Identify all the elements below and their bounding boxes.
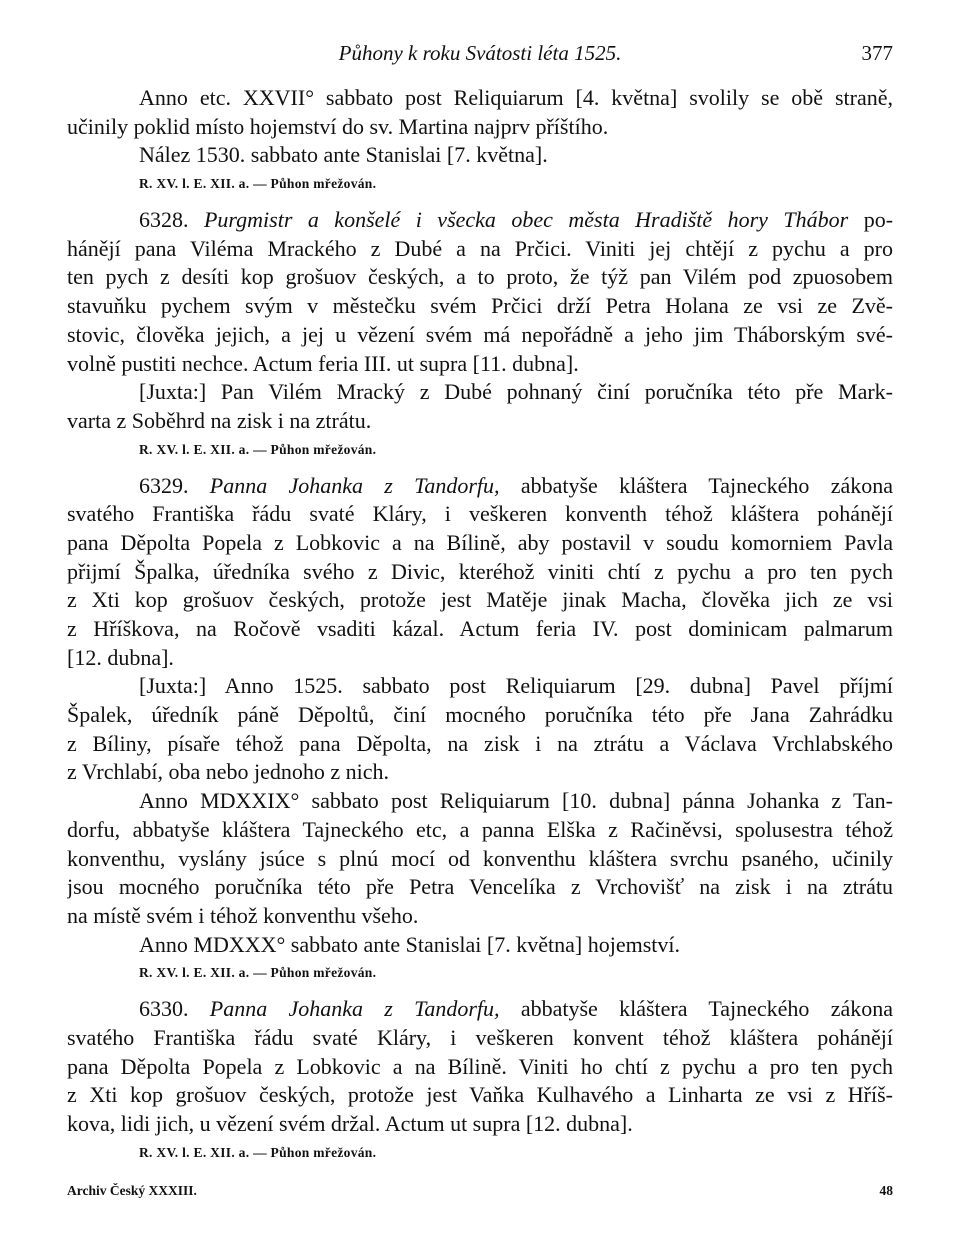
text-line: dorfu, abbatyše kláštera Tajneckého etc, a panna Elška z Račiněvsi, spolusestra téhož xyxy=(67,816,893,842)
text-line: varta z Soběhrd na zisk i na ztrátu. xyxy=(67,407,372,433)
text-fragment: abbatyše kláštera Tajneckého zákona xyxy=(520,472,893,498)
footer-series-title: Archiv Český XXXIII. xyxy=(67,1183,197,1198)
entry-title: Purgmistr a konšelé i všecka obec města Hradiště hory Thábor xyxy=(203,207,849,233)
source-reference: R. XV. l. E. XII. a. — Půhon mřežován. xyxy=(139,965,377,981)
entry-title: Panna Johanka z Tandorfu, xyxy=(209,996,500,1022)
text-line: z Xti kop grošuov českých, protože jest Vaňka Kulhavého a Linharta ze vsi z Hříš- xyxy=(67,1082,893,1108)
text-line: [Juxta:] Anno 1525. sabbato post Reliquiarum [29. dubna] Pavel příjmí xyxy=(139,673,893,699)
text-line: hánějí pana Viléma Mrackého z Dubé a na Prčici. Viniti jej chtějí z pychu a pro xyxy=(67,235,893,261)
entry-heading-line xyxy=(67,206,893,235)
text-line: jsou mocného poručníka této pře Petra Vencelíka z Vrchovišť na zisk i na ztrátu xyxy=(67,874,893,900)
source-reference: R. XV. l. E. XII. a. — Půhon mřežován. xyxy=(139,441,377,457)
text-line: Nález 1530. sabbato ante Stanislai [7. května]. xyxy=(139,142,548,168)
entry-title: Panna Johanka z Tandorfu, xyxy=(209,472,500,498)
entry-number: 6328. xyxy=(139,207,189,233)
text-line: z Hříškova, na Ročově vsaditi kázal. Actum feria IV. post dominicam palmarum xyxy=(67,616,893,641)
entry-heading-line xyxy=(67,472,893,501)
footer-signature-mark: 48 xyxy=(879,1183,893,1198)
text-line: pana Děpolta Popela z Lobkovic a na Bílině. Viniti ho chtí z pychu a pro ten pych xyxy=(67,1053,893,1079)
text-line: Anno etc. XXVII° sabbato post Reliquiarum [4. května] svolily se obě straně, xyxy=(139,85,893,110)
source-reference: R. XV. l. E. XII. a. — Půhon mřežován. xyxy=(139,176,377,192)
text-fragment: po- xyxy=(863,207,893,233)
page-body xyxy=(67,84,893,1167)
text-line: ten pych z desíti kop grošuov českých, a to proto, že týž pan Vilém pod zpuosobem xyxy=(67,264,893,290)
text-line: z Vrchlabí, oba nebo jednoho z nich. xyxy=(67,759,390,785)
text-line: kova, lidi jich, u vězení svém držal. Actum ut supra [12. dubna]. xyxy=(67,1111,633,1136)
entry-number: 6330. xyxy=(139,996,189,1022)
text-line: Špalek, úředník páně Děpoltů, činí mocného poručníka této pře Jana Zahrádku xyxy=(67,702,893,728)
source-reference: R. XV. l. E. XII. a. — Půhon mřežován. xyxy=(139,1144,377,1160)
page-footer xyxy=(67,1183,893,1207)
text-line: [Juxta:] Pan Vilém Mracký z Dubé pohnaný činí poručníka této pře Mark- xyxy=(139,379,893,405)
text-line: Anno MDXXX° sabbato ante Stanislai [7. května] hojemství. xyxy=(139,931,680,957)
text-line: na místě svém i téhož konventhu všeho. xyxy=(67,902,419,928)
entry-number: 6329. xyxy=(139,472,189,498)
page-header xyxy=(67,41,893,71)
running-title: Půhony k roku Svátosti léta 1525. xyxy=(338,41,622,65)
text-line: z Bíliny, písaře téhož pana Děpolta, na zisk i na ztrátu a Václava Vrchlabského xyxy=(67,730,893,756)
text-line: volně pustiti nechce. Actum feria III. ut supra [11. dubna]. xyxy=(67,350,579,376)
entry-heading-line xyxy=(67,995,893,1024)
text-line: stovic, člověka jejich, a jej u vězení svém má nepořádně a jeho jim Tháborským své- xyxy=(67,321,893,347)
text-line: pana Děpolta Popela z Lobkovic a na Bílině, aby postavil v soudu komorniem Pavla xyxy=(67,529,893,555)
text-line: svatého Františka řádu svaté Kláry, i veškeren konvent téhož kláštera pohánějí xyxy=(67,1024,893,1050)
text-fragment: abbatyše kláštera Tajneckého zákona xyxy=(520,996,893,1022)
text-line: svatého Františka řádu svaté Kláry, i veškeren konventh téhož kláštera pohánějí xyxy=(67,501,893,527)
text-line: přijmí Špalka, úředníka svého z Divic, kteréhož viniti chtí z pychu a pro ten pych xyxy=(67,558,893,584)
page-number: 377 xyxy=(861,41,893,65)
text-line: [12. dubna]. xyxy=(67,644,174,670)
text-line: konventhu, vyslány jsúce s plnú mocí od konventhu kláštera svrchu psaného, učinily xyxy=(67,845,893,871)
text-line: Anno MDXXIX° sabbato post Reliquiarum [10. dubna] pánna Johanka z Tan- xyxy=(139,788,893,814)
text-line: učinily poklid místo hojemství do sv. Martina najprv příštího. xyxy=(67,113,609,139)
text-line: z Xti kop grošuov českých, protože jest Matěje jinak Macha, člověka jich ze vsi xyxy=(67,587,893,613)
text-line: stavuňku pychem svým v městečku svém Prčici drží Petra Holana ze vsi ze Zvě- xyxy=(67,293,893,319)
